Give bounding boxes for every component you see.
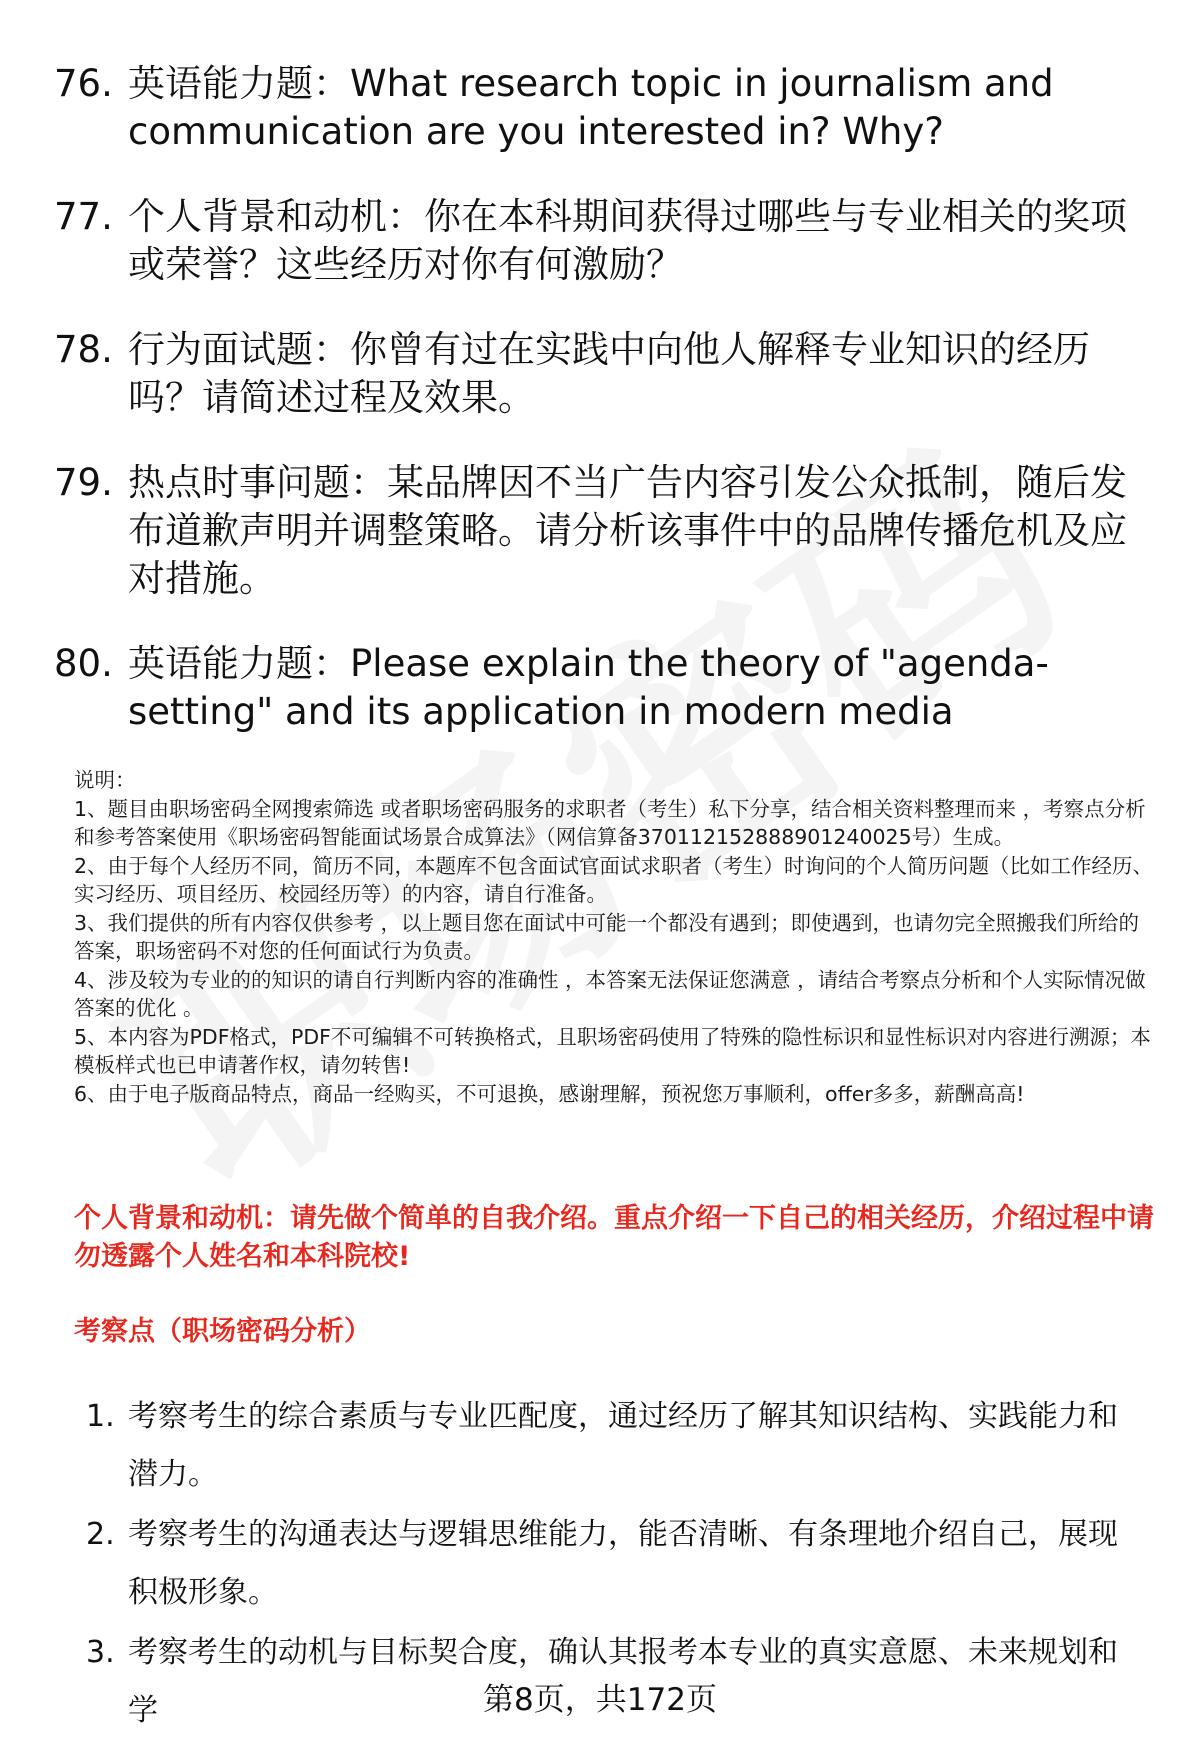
note-item: 2、由于每个人经历不同，简历不同，本题库不包含面试官面试求职者（考生）时询问的个人简历问题（比如工作经历、实习经历、项目经历、校园经历等）的内容，请自行准备。: [74, 853, 1154, 906]
notes-section: [74, 766, 1154, 1108]
question-number: 79.: [54, 461, 113, 504]
question-number: 76.: [54, 62, 113, 105]
analysis-point: [0, 1506, 1200, 1622]
question-item: [0, 326, 1200, 422]
note-item: 1、题目由职场密码全网搜索筛选 或者职场密码服务的求职者（考生）私下分享，结合相关资料整理而来 ，考察点分析和参考答案使用《职场密码智能面试场景合成算法》（网信算备370112152888901240025号）生成。: [74, 796, 1146, 849]
question-number: 80.: [54, 642, 113, 685]
note-item: 6、由于电子版商品特点，商品一经购买，不可退换，感谢理解，预祝您万事顺利，offer多多，薪酬高高!: [74, 1081, 1025, 1106]
point-number: 1.: [86, 1399, 115, 1434]
question-number: 78.: [54, 328, 113, 371]
question-text: 行为面试题：你曾有过在实践中向他人解释专业知识的经历吗？请简述过程及效果。: [128, 328, 1090, 419]
point-text: 考察考生的沟通表达与逻辑思维能力，能否清晰、有条理地介绍自己，展现积极形象。: [128, 1517, 1118, 1610]
question-text: 英语能力题：What research topic in journalism and communication are you interested in? Why?: [128, 62, 1054, 153]
note-item: 4、涉及较为专业的的知识的请自行判断内容的准确性 ，本答案无法保证您满意 ，请结合考察点分析和个人实际情况做答案的优化 。: [74, 967, 1146, 1020]
notes-heading: 说明：: [74, 768, 136, 792]
analysis-title: 考察点（职场密码分析）: [74, 1316, 371, 1347]
question-list: [0, 60, 1200, 773]
note-item: 3、我们提供的所有内容仅供参考 ，以上题目您在面试中可能一个都没有遇到；即使遇到，也请勿完全照搬我们所给的答案，职场密码不对您的任何面试行为负责。: [74, 910, 1140, 963]
analysis-point: [0, 1388, 1200, 1504]
question-text: 个人背景和动机：你在本科期间获得过哪些与专业相关的奖项或荣誉？这些经历对你有何激励？: [128, 195, 1127, 286]
question-text: 热点时事问题：某品牌因不当广告内容引发公众抵制，随后发布道歉声明并调整策略。请分析该事件中的品牌传播危机及应对措施。: [128, 461, 1127, 600]
page-footer: 第8页，共172页: [483, 1682, 717, 1718]
note-item: 5、本内容为PDF格式，PDF不可编辑不可转换格式，且职场密码使用了特殊的隐性标识和显性标识对内容进行溯源；本模板样式也已申请著作权，请勿转售!: [74, 1024, 1151, 1077]
question-item: [0, 60, 1200, 156]
featured-question: 个人背景和动机：请先做个简单的自我介绍。重点介绍一下自己的相关经历，介绍过程中请勿透露个人姓名和本科院校!: [74, 1203, 1154, 1272]
question-item: [0, 640, 1200, 736]
question-item: [0, 459, 1200, 603]
point-number: 3.: [86, 1635, 115, 1670]
question-text: 英语能力题：Please explain the theory of "agenda-setting" and its application in modern media: [128, 642, 1049, 733]
question-item: [0, 193, 1200, 289]
point-text: 考察考生的动机与目标契合度，确认其报考本专业的真实意愿、未来规划和学: [128, 1635, 1118, 1728]
point-number: 2.: [86, 1517, 115, 1552]
question-number: 77.: [54, 195, 113, 238]
point-text: 考察考生的综合素质与专业匹配度，通过经历了解其知识结构、实践能力和潜力。: [128, 1399, 1118, 1492]
